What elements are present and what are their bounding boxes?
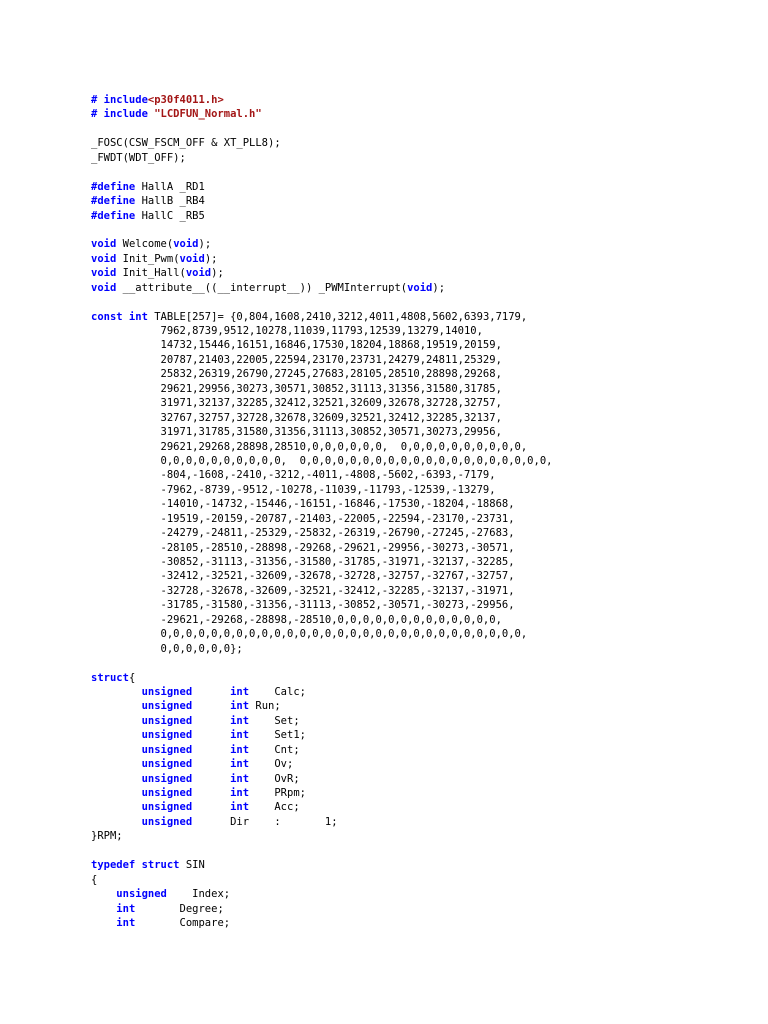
- code-keyword: unsigned: [141, 685, 193, 698]
- code-text: Dir : 1;: [192, 815, 338, 828]
- code-line: [91, 656, 751, 670]
- code-keyword: int: [230, 743, 250, 756]
- code-keyword: int: [230, 729, 250, 742]
- code-line: [91, 743, 751, 757]
- code-keyword: unsigned: [141, 700, 193, 713]
- code-preprocessor: #define: [91, 180, 136, 193]
- code-keyword: unsigned: [141, 815, 193, 828]
- code-line: [91, 468, 751, 482]
- code-text: [192, 715, 230, 727]
- code-text: [91, 744, 142, 756]
- code-text: Set;: [249, 714, 300, 727]
- code-text: _FOSC(CSW_FSCM_OFF & XT_PLL8);: [91, 137, 281, 150]
- code-line: [91, 728, 751, 742]
- code-line: [91, 252, 751, 266]
- code-keyword: void: [407, 281, 433, 294]
- code-text: Run;: [249, 700, 281, 713]
- code-text: PRpm;: [249, 787, 306, 799]
- code-keyword: int: [230, 772, 250, 785]
- code-keyword: const int: [91, 310, 148, 323]
- code-text: Index;: [166, 888, 231, 901]
- code-keyword: void: [91, 238, 117, 251]
- code-text: [192, 773, 230, 785]
- code-text: [91, 801, 142, 813]
- code-line: [91, 440, 751, 454]
- code-text: [192, 700, 230, 712]
- code-text: {: [91, 873, 98, 886]
- code-line: [91, 526, 751, 540]
- code-text: 0,0,0,0,0,0};: [91, 642, 243, 655]
- code-line: [91, 483, 751, 497]
- code-line: [91, 772, 751, 786]
- code-text: [91, 816, 142, 828]
- code-text: 29621,29956,30273,30571,30852,31113,31356,31580,31785,: [91, 382, 502, 395]
- code-keyword: typedef struct: [91, 859, 180, 872]
- code-keyword: unsigned: [141, 787, 193, 799]
- code-line: [91, 786, 751, 800]
- code-text: -32728,-32678,-32609,-32521,-32412,-32285,-32137,-31971,: [91, 584, 515, 597]
- code-text: -30852,-31113,-31356,-31580,-31785,-31971,-32137,-32285,: [91, 556, 515, 568]
- code-preprocessor: # include: [91, 108, 155, 121]
- code-keyword: int: [230, 801, 250, 814]
- code-text: );: [211, 267, 224, 280]
- code-text: 0,0,0,0,0,0,0,0,0,0, 0,0,0,0,0,0,0,0,0,0,0,0,0,0,0,0,0,0,0,0,: [91, 454, 553, 467]
- code-text: -31785,-31580,-31356,-31113,-30852,-30571,-30273,-29956,: [91, 599, 515, 612]
- code-line: [91, 107, 751, 121]
- code-line: [91, 916, 751, 930]
- code-line: [91, 714, 751, 728]
- code-line: [91, 396, 751, 410]
- code-keyword: unsigned: [141, 772, 193, 785]
- code-keyword: unsigned: [141, 729, 193, 742]
- code-text: -29621,-29268,-28898,-28510,0,0,0,0,0,0,0,0,0,0,0,0,0,: [91, 613, 502, 626]
- code-text: -14010,-14732,-15446,-16151,-16846,-17530,-18204,-18868,: [91, 498, 515, 511]
- code-line: [91, 353, 751, 367]
- code-line: [91, 122, 751, 136]
- code-text: [192, 686, 230, 698]
- code-text: [192, 744, 230, 756]
- code-line: [91, 324, 751, 338]
- code-keyword: unsigned: [116, 888, 167, 901]
- code-text: Degree;: [135, 902, 224, 915]
- code-keyword: void: [185, 267, 212, 280]
- code-line: [91, 584, 751, 598]
- code-text: Calc;: [249, 685, 306, 698]
- code-line: [91, 165, 751, 179]
- code-text: Set1;: [249, 729, 306, 742]
- code-line: [91, 151, 751, 165]
- code-line: [91, 497, 751, 511]
- code-keyword: unsigned: [141, 801, 193, 814]
- code-keyword: void: [91, 252, 117, 265]
- code-text: Compare;: [135, 916, 231, 929]
- code-text: [91, 773, 142, 785]
- code-text: -28105,-28510,-28898,-29268,-29621,-29956,-30273,-30571,: [91, 541, 515, 554]
- code-keyword: void: [91, 267, 117, 280]
- code-text: [91, 758, 142, 770]
- code-line: [91, 685, 751, 699]
- code-text: -19519,-20159,-20787,-21403,-22005,-22594,-23170,-23731,: [91, 512, 515, 525]
- code-text: [91, 729, 142, 741]
- code-keyword: int: [230, 700, 250, 713]
- code-text: 7962,8739,9512,10278,11039,11793,12539,13279,14010,: [91, 325, 483, 337]
- code-line: [91, 541, 751, 555]
- code-line: [91, 411, 751, 425]
- code-text: OvR;: [249, 772, 300, 785]
- code-line: [91, 281, 751, 295]
- code-line: [91, 613, 751, 627]
- code-text: 31971,32137,32285,32412,32521,32609,32678,32728,32757,: [91, 397, 502, 410]
- code-line: [91, 425, 751, 439]
- code-line: [91, 902, 751, 916]
- code-line: [91, 844, 751, 858]
- code-text: );: [198, 238, 212, 251]
- code-line: [91, 671, 751, 685]
- code-line: [91, 598, 751, 612]
- code-text: Acc;: [249, 801, 300, 814]
- code-text: SIN: [179, 859, 205, 872]
- code-text: [192, 758, 230, 770]
- code-keyword: int: [230, 714, 250, 727]
- code-line: [91, 829, 751, 843]
- code-text: -804,-1608,-2410,-3212,-4011,-4808,-5602,-6393,-7179,: [91, 469, 496, 482]
- code-preprocessor: #define: [91, 209, 136, 222]
- code-text: );: [432, 281, 446, 294]
- code-text: 20787,21403,22005,22594,23170,23731,24279,24811,25329,: [91, 353, 502, 366]
- code-text: [192, 729, 230, 741]
- code-text: -24279,-24811,-25329,-25832,-26319,-26790,-27245,-27683,: [91, 527, 515, 540]
- code-text: [91, 686, 142, 698]
- code-text: -7962,-8739,-9512,-10278,-11039,-11793,-12539,-13279,: [91, 483, 496, 496]
- code-text: 32767,32757,32728,32678,32609,32521,32412,32285,32137,: [91, 411, 502, 424]
- code-line: [91, 382, 751, 396]
- code-keyword: int: [116, 916, 136, 929]
- code-text: );: [204, 252, 218, 265]
- code-text: [91, 715, 142, 727]
- code-text: [91, 917, 116, 929]
- code-line: [91, 367, 751, 381]
- code-keyword: int: [116, 902, 136, 915]
- code-line: [91, 627, 751, 641]
- code-text: HallB _RB4: [135, 195, 205, 208]
- code-line: [91, 887, 751, 901]
- code-text: -32412,-32521,-32609,-32678,-32728,-32757,-32767,-32757,: [91, 570, 515, 583]
- code-keyword: void: [179, 252, 205, 265]
- code-text: 14732,15446,16151,16846,17530,18204,18868,19519,20159,: [91, 339, 502, 352]
- code-text: 29621,29268,28898,28510,0,0,0,0,0,0, 0,0,0,0,0,0,0,0,0,0,: [91, 440, 528, 453]
- code-text: HallA _RD1: [135, 180, 205, 193]
- code-keyword: void: [91, 281, 117, 294]
- source-code-listing: [91, 93, 751, 930]
- code-line: [91, 757, 751, 771]
- code-string: <p30f4011.h>: [147, 94, 224, 106]
- code-text: 31971,31785,31580,31356,31113,30852,30571,30273,29956,: [91, 426, 502, 439]
- code-text: }RPM;: [91, 830, 123, 843]
- code-keyword: int: [230, 685, 250, 698]
- code-text: _FWDT(WDT_OFF);: [91, 151, 186, 164]
- code-line: [91, 873, 751, 887]
- code-text: 0,0,0,0,0,0,0,0,0,0,0,0,0,0,0,0,0,0,0,0,0,0,0,0,0,0,0,0,0,: [91, 628, 528, 641]
- code-line: [91, 237, 751, 251]
- code-text: Cnt;: [249, 743, 300, 756]
- code-text: TABLE[257]= {0,804,1608,2410,3212,4011,4808,5602,6393,7179,: [147, 310, 528, 323]
- code-text: {: [128, 671, 136, 684]
- code-text: 25832,26319,26790,27245,27683,28105,28510,28898,29268,: [91, 368, 502, 381]
- code-text: [91, 888, 116, 900]
- code-line: [91, 815, 751, 829]
- code-keyword: int: [230, 787, 250, 799]
- code-line: [91, 454, 751, 468]
- code-text: __attribute__((__interrupt__)) _PWMInterrupt(: [116, 281, 408, 294]
- code-text: [192, 801, 230, 813]
- code-line: [91, 266, 751, 280]
- code-line: [91, 93, 751, 107]
- code-text: HallC _RB5: [135, 209, 205, 222]
- code-line: [91, 800, 751, 814]
- code-line: [91, 180, 751, 194]
- code-text: [91, 787, 142, 799]
- code-line: [91, 699, 751, 713]
- code-line: [91, 295, 751, 309]
- code-line: [91, 209, 751, 223]
- code-text: [91, 903, 116, 915]
- code-line: [91, 194, 751, 208]
- code-keyword: struct: [91, 671, 129, 684]
- code-line: [91, 223, 751, 237]
- code-keyword: void: [173, 238, 199, 251]
- code-keyword: unsigned: [141, 758, 193, 771]
- code-string: "LCDFUN_Normal.h": [154, 108, 262, 121]
- code-text: [192, 787, 230, 799]
- code-line: [91, 642, 751, 656]
- code-line: [91, 512, 751, 526]
- code-text: Init_Hall(: [116, 267, 186, 280]
- code-keyword: unsigned: [141, 714, 193, 727]
- code-text: Init_Pwm(: [116, 252, 180, 265]
- code-line: [91, 338, 751, 352]
- code-line: [91, 310, 751, 324]
- code-line: [91, 136, 751, 150]
- code-line: [91, 555, 751, 569]
- code-text: Welcome(: [116, 238, 174, 251]
- code-text: [91, 700, 142, 712]
- code-keyword: unsigned: [141, 743, 193, 756]
- code-preprocessor: #define: [91, 195, 136, 208]
- code-keyword: int: [230, 758, 250, 771]
- code-line: [91, 858, 751, 872]
- code-line: [91, 569, 751, 583]
- code-text: Ov;: [249, 758, 294, 771]
- code-preprocessor: # include: [91, 94, 148, 106]
